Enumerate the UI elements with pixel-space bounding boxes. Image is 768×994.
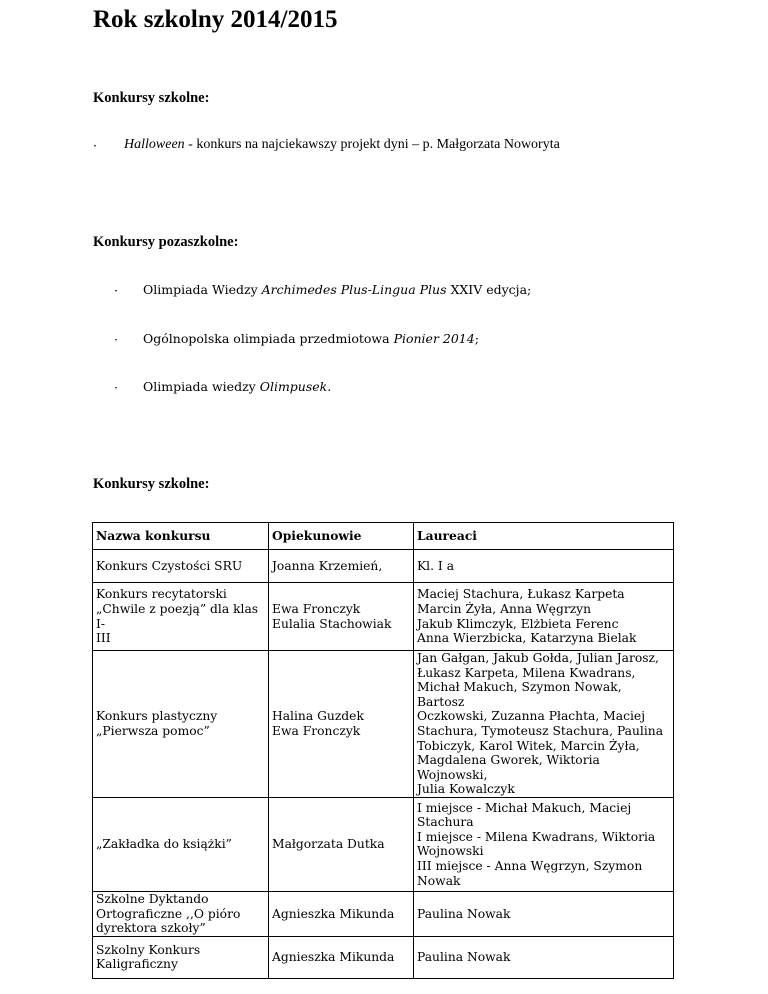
cell-text-line: III: [96, 631, 111, 646]
contest-name: Halloween: [124, 137, 185, 152]
cell-text-line: Ortograficzne ,,O pióro: [96, 906, 241, 921]
bullet-icon: ·: [114, 332, 118, 347]
cell-text-line: Kl. I a: [417, 558, 455, 573]
cell-text-line: Konkurs plastyczny: [96, 709, 218, 724]
table-row: [93, 936, 674, 978]
cell-contest-name: [93, 583, 269, 651]
cell-text-line: Stachura, Tymoteusz Stachura, Paulina: [417, 723, 664, 738]
cell-text-line: dyrektora szkoły”: [96, 921, 206, 936]
cell-text-line: Oczkowski, Zuzanna Płachta, Maciej: [417, 709, 646, 724]
contests-table: [92, 522, 674, 979]
bullet-icon: ·: [114, 283, 118, 298]
olympiad-name: Olimpusek: [259, 379, 328, 394]
cell-text-line: Michał Makuch, Szymon Nowak, Bartosz: [417, 680, 622, 709]
cell-text-line: Tobiczyk, Karol Witek, Marcin Żyła,: [417, 738, 640, 753]
section-heading-external-contests: Konkursy pozaszkolne:: [93, 234, 239, 250]
cell-tutors: [269, 583, 414, 651]
cell-text-line: Marcin Żyła, Anna Węgrzyn: [417, 601, 592, 616]
cell-text-line: Paulina Nowak: [417, 906, 511, 921]
cell-winners: [414, 651, 674, 798]
cell-text-line: Julia Kowalczyk: [417, 782, 515, 797]
cell-tutors: [269, 891, 414, 936]
cell-text-line: Stachura: [417, 815, 474, 830]
cell-text-line: Maciej Stachura, Łukasz Karpeta: [417, 587, 625, 602]
cell-text-line: Szkolny Konkurs: [96, 942, 201, 957]
list-item-olimpusek: Olimpiada wiedzy Olimpusek.: [143, 379, 332, 394]
list-item-archimedes: Olimpiada Wiedzy Archimedes Plus-Lingua Plus XXIV edycja;: [143, 282, 532, 297]
cell-text-line: „Pierwsza pomoc”: [96, 723, 210, 738]
cell-tutors: [269, 550, 414, 583]
bullet-icon: ·: [114, 380, 118, 395]
list-item-pionier: Ogólnopolska olimpiada przedmiotowa Pionier 2014;: [143, 331, 479, 346]
page-title: Rok szkolny 2014/2015: [93, 6, 338, 33]
cell-text-line: I miejsce - Michał Makuch, Maciej: [417, 800, 632, 815]
cell-text-line: Paulina Nowak: [417, 950, 511, 965]
table-header-row: [93, 523, 674, 550]
cell-text-line: „Chwile z poezją” dla klas I-: [96, 601, 259, 631]
cell-tutors: [269, 797, 414, 891]
cell-text-line: Kaligraficzny: [96, 957, 178, 972]
cell-text-line: Anna Wierzbicka, Katarzyna Bielak: [417, 631, 637, 646]
contest-description: - konkurs na najciekawszy projekt dyni – p. Małgorzata Noworyta: [184, 137, 560, 152]
olympiad-name: Pionier 2014: [393, 331, 475, 346]
cell-contest-name: [93, 936, 269, 978]
table-row: [93, 891, 674, 936]
cell-contest-name: [93, 550, 269, 583]
cell-text-line: I miejsce - Milena Kwadrans, Wiktoria: [417, 829, 656, 844]
cell-text-line: Magdalena Gworek, Wiktoria Wojnowski,: [417, 753, 600, 782]
cell-winners: [414, 891, 674, 936]
cell-text-line: Agnieszka Mikunda: [272, 950, 395, 965]
cell-text-line: Jan Gałgan, Jakub Gołda, Julian Jarosz,: [417, 651, 659, 665]
cell-text-line: Ewa Fronczyk: [272, 723, 361, 738]
cell-contest-name: [93, 797, 269, 891]
cell-text-line: Konkurs Czystości SRU: [96, 558, 243, 573]
list-item-halloween: [124, 137, 560, 153]
cell-text-line: Małgorzata Dutka: [272, 837, 385, 852]
cell-text-line: Ewa Fronczyk: [272, 601, 361, 616]
cell-winners: [414, 583, 674, 651]
column-header-tutors: Opiekunowie: [269, 523, 414, 550]
cell-winners: [414, 797, 674, 891]
table-row: [93, 550, 674, 583]
table-row: [93, 651, 674, 798]
cell-text-line: „Zakładka do książki”: [96, 837, 232, 852]
cell-text-line: III miejsce - Anna Węgrzyn, Szymon: [417, 859, 643, 874]
cell-winners: [414, 936, 674, 978]
column-header-name: Nazwa konkursu: [93, 523, 269, 550]
section-heading-school-contests: Konkursy szkolne:: [93, 90, 210, 106]
cell-contest-name: [93, 891, 269, 936]
cell-text-line: Łukasz Karpeta, Milena Kwadrans,: [417, 665, 636, 680]
table-row: [93, 797, 674, 891]
section-heading-school-contests-table: Konkursy szkolne:: [93, 476, 210, 492]
cell-text-line: Wojnowski: [417, 844, 484, 859]
cell-text-line: Szkolne Dyktando: [96, 892, 209, 907]
cell-tutors: [269, 936, 414, 978]
cell-text-line: Jakub Klimczyk, Elżbieta Ferenc: [417, 616, 619, 631]
cell-contest-name: [93, 651, 269, 798]
cell-text-line: Nowak: [417, 873, 461, 888]
cell-text-line: Eulalia Stachowiak: [272, 616, 392, 631]
cell-tutors: [269, 651, 414, 798]
cell-text-line: Konkurs recytatorski: [96, 587, 227, 602]
column-header-winners: Laureaci: [414, 523, 674, 550]
cell-text-line: Halina Guzdek: [272, 709, 364, 724]
cell-text-line: Agnieszka Mikunda: [272, 906, 395, 921]
bullet-icon: ·: [93, 138, 97, 153]
table-row: [93, 583, 674, 651]
cell-winners: [414, 550, 674, 583]
olympiad-name: Archimedes Plus-Lingua Plus: [261, 282, 447, 297]
cell-text-line: Joanna Krzemień,: [272, 558, 383, 573]
